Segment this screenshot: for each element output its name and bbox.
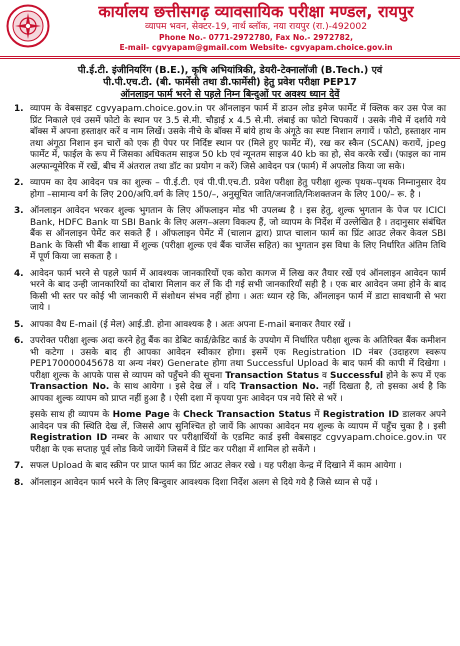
instruction-emphasis: Check Transaction Status bbox=[183, 410, 311, 420]
letterhead bbox=[0, 0, 460, 56]
instruction-fragment: के साथ आयेगा । इसे देख लें । यदि bbox=[109, 382, 240, 392]
instruction-item bbox=[14, 478, 446, 490]
instruction-number: 1. bbox=[14, 104, 24, 114]
instruction-fragment: आपका वैध E-mail (ई मेल) आई.डी. होना आवश्यक है । अतः अपना E-mail बनाकर तैयार रखें । bbox=[30, 319, 351, 330]
instruction-fragment: डालकर अपने आवेदन पत्र की स्थिति देख लें, जिससे आप सुनिश्चित हो जायें कि आपका आवेदन मय शुल्क के व्यापम में पहुँच चुका है । इसी bbox=[30, 410, 446, 432]
instruction-text bbox=[30, 336, 446, 405]
instruction-fragment: सफल Upload के बाद स्क्रीन पर प्राप्त फार्म का प्रिंट आउट लेकर रखे । यह परीक्षा केन्द्र में दिखाने में काम आयेगा । bbox=[30, 461, 402, 471]
instruction-fragment: के bbox=[169, 410, 184, 420]
instruction-emphasis: Home Page bbox=[112, 410, 170, 420]
instruction-item bbox=[14, 461, 446, 473]
instruction-fragment: में bbox=[310, 410, 323, 420]
instruction-item bbox=[14, 269, 446, 315]
instruction-item bbox=[14, 410, 446, 456]
instruction-number: 3. bbox=[14, 206, 24, 216]
header-divider bbox=[0, 56, 460, 57]
instruction-number bbox=[14, 410, 30, 456]
instruction-fragment: उपरोक्त परीक्षा शुल्क अदा करने हेतु बैंक का डेबिट कार्ड/क्रेडिट कार्ड के उपयोग में निर्धारित परीक्षा शुल्क के अतिरिक्त बैंक कमीशन भी कटेगा । उसके बाद ही आपका आवेदन स्वीकार होगा। इसमें एक Registration ID नंबर (उदाहरण स्वरूप PEP170000045678 या अन्य नंबर) Generate होगा तथा Successful Upload के बाद फार्म की कापी में दिखेगा । परीक्षा शुल्क के आपके पास से व्यापम को पहुँचने की सूचना bbox=[30, 336, 446, 381]
instruction-number: 2. bbox=[14, 178, 24, 188]
exam-title-line1: पी.ई.टी. इंजीनियरिंग (B.E.), कृषि अभियांत्रिकी, डेयरी-टेक्नालॉजी (B.Tech.) एवं bbox=[77, 65, 383, 76]
instruction-number: 4. bbox=[14, 268, 24, 279]
organization-email-website: E-mail- cgvyapam@gmail.com Website- cgvyapam.choice.gov.in bbox=[119, 43, 393, 52]
instruction-number: 6. bbox=[14, 336, 24, 346]
instruction-item bbox=[14, 336, 446, 405]
instruction-item bbox=[14, 104, 446, 173]
instruction-text bbox=[30, 478, 446, 490]
instruction-fragment: व्यापम का देय आवेदन पत्र का शुल्क – पी.ई.टी. एवं पी.पी.एच.टी. प्रवेश परीक्षा हेतु परीक्षा शुल्क पृथक–पृथक निम्नानुसार देय होगा –सामान्य वर्ग के लिए 200/अपि.वर्ग के लिए 150/–, अनुसूचित जाति/जनजाति/निःशक्तजन के लिए 100/– रू. है । bbox=[30, 178, 446, 200]
instruction-emphasis: Transaction No. bbox=[30, 382, 110, 392]
instruction-fragment: ऑनलाइन आवेदन फार्म भरने के लिए बिन्दुवार आवश्यक दिशा निर्देश अलग से दिये गये है जिसे ध्यान से पढ़ें । bbox=[30, 477, 378, 488]
instruction-text bbox=[30, 269, 446, 315]
instruction-item bbox=[14, 320, 446, 332]
organization-address: व्यापम भवन, सेक्टर-19, नार्थ ब्लॉक, नया रायपुर (रा.)-492002 bbox=[144, 21, 368, 32]
organization-phone: Phone No.- 0771-2972780, Fax No.- 2972782, bbox=[159, 33, 353, 42]
instruction-fragment: इसके साथ ही व्यापम के bbox=[30, 410, 113, 420]
instructions-heading: ऑनलाइन फार्म भरने से पहले निम्न बिन्दुओं पर अवश्य ध्यान देवें bbox=[120, 89, 340, 100]
instruction-number: 8. bbox=[14, 477, 24, 488]
instruction-fragment: होने के रूप में एक bbox=[383, 370, 446, 381]
instruction-emphasis: Transaction Status bbox=[225, 370, 320, 381]
instruction-fragment: ऑनलाइन आवेदन भरकर शुल्क भुगतान के लिए ऑफलाइन मोड भी उपलब्ध है । इस हेतु, शुल्क भुगतान के पेज पर ICICI Bank, HDFC Bank या SBI Bank के लिए अलग–अलग विकल्प हैं, जो व्यापम के निर्देश में उल्लेखित है । तदानुसार संबंधित बैंक स ऑनलाइन पेमेंट कर सकते हैं । ऑफलाइन पेमेंट में (चालान द्वारा) प्राप्त चालान फार्म का प्रिंट आउट लेकर केवल SBI Bank के किसी भी बैंक शाखा में शुल्क (परीक्षा शुल्क एवं बैंक चार्जेस सहित) का भुगतान इस विधा के लिए निर्धारित अंतिम तिथि में पूर्ण किया जा सकता है । bbox=[30, 206, 446, 262]
instruction-fragment: नम्बर के आधार पर परीक्षार्थियों के एडमिट कार्ड इसी वेबसाइट cgvyapam.choice.gov.in पर परीक्षा के एक सप्ताह पूर्व लोड किये जायेंगे जिसमें वे प्रिंट कर परीक्षा में शामिल हो सकेंगे । bbox=[30, 433, 446, 455]
instruction-list bbox=[14, 104, 446, 494]
instruction-emphasis: Registration ID bbox=[322, 410, 400, 420]
organization-title: कार्यालय छत्तीसगढ़ व्यावसायिक परीक्षा मण्डल, रायपुर bbox=[98, 2, 414, 21]
instruction-emphasis: Transaction No. bbox=[239, 382, 320, 392]
exam-title-line2: पी.पी.एच.टी. (बी. फार्मेसी तथा डी.फार्मेसी) हेतु प्रवेश परीक्षा PEP17 bbox=[103, 77, 357, 88]
instruction-fragment: आवेदन फार्म भरने से पहले फार्म में आवश्यक जानकारियों एक कोरा कागज में लिख कर तैयार रखें एवं ऑनलाइन आवेदन फार्म भरने के बाद उन्ही जानकारियों का दोबारा मिलान कर लें कि दी गई सभी जानकारियाँ सही है । एक बार आवेदन जमा होने के बाद किसी भी स्तर पर कोई भी जानकारी में संशोधन संभव नहीं होगा । अतः ध्यान रहे कि, ऑनलाइन फार्म में डाटा सावधानी से भरा जाये । bbox=[30, 268, 446, 313]
instruction-item bbox=[14, 206, 446, 264]
header-divider-2 bbox=[0, 58, 460, 59]
instruction-text bbox=[30, 320, 446, 332]
instruction-emphasis: Registration ID bbox=[30, 433, 108, 443]
instruction-item bbox=[14, 178, 446, 201]
vyapam-seal-icon bbox=[6, 4, 50, 48]
instruction-emphasis: Successful bbox=[330, 370, 384, 381]
instruction-text bbox=[30, 104, 446, 173]
instruction-fragment: नहीं दिखता है, तो इसका अर्थ है कि आपका शुल्क व्यापम को प्राप्त नहीं हुआ है । ऐसी दशा में कृपया पुनः आवेदन पत्र नये सिरे से भरें । bbox=[30, 382, 447, 404]
instruction-number: 7. bbox=[14, 461, 24, 471]
instruction-number: 5. bbox=[14, 319, 24, 330]
instruction-fragment: व्यापम के वेबसाइट cgvyapam.choice.gov.in पर ऑनलाइन फार्म में डाउन लोड इमेज फार्मेट में क्लिक कर उस पेज का प्रिंट निकाले एवं उसमें फोटो के स्थान पर 3.5 से.मी. चौड़ाई x 4.5 से.मी. लंबाई का फोटो चिपकायें । उसके नीचे में दर्शाये गये बॉक्स में अपना हस्ताक्षर करें व नाम लिखें। उसके नीचे के बॉक्स में बांये हाथ के अंगूठे का स्पष्ट निशान लगायें । फोटो, हस्ताक्षर नाम तथा अंगूठा निशान इन चारों को एक ही पेपर पर निर्दिष्ट स्थान पर (मिले हुए फार्मेट में), रख कर स्कैन (SCAN) करायें, jpeg फार्मेट में, फाईल के रूप में जिसका अधिकतम साइज 50 kb एवं न्यूनतम साइज 40 kb का हो, सेव करके रखें। (फाइल का नाम अल्फान्यूमेरिक में रखें, बीच में अंतराल तथा डॉट का प्रयोग न करें) जिसे आवेदन पत्र (फार्म) में अपलोड किया जा सके। bbox=[30, 104, 446, 172]
instruction-text bbox=[30, 461, 446, 473]
instruction-text bbox=[30, 410, 446, 456]
instruction-text bbox=[30, 206, 446, 264]
instruction-text bbox=[30, 178, 446, 201]
instruction-fragment: व bbox=[319, 370, 331, 381]
